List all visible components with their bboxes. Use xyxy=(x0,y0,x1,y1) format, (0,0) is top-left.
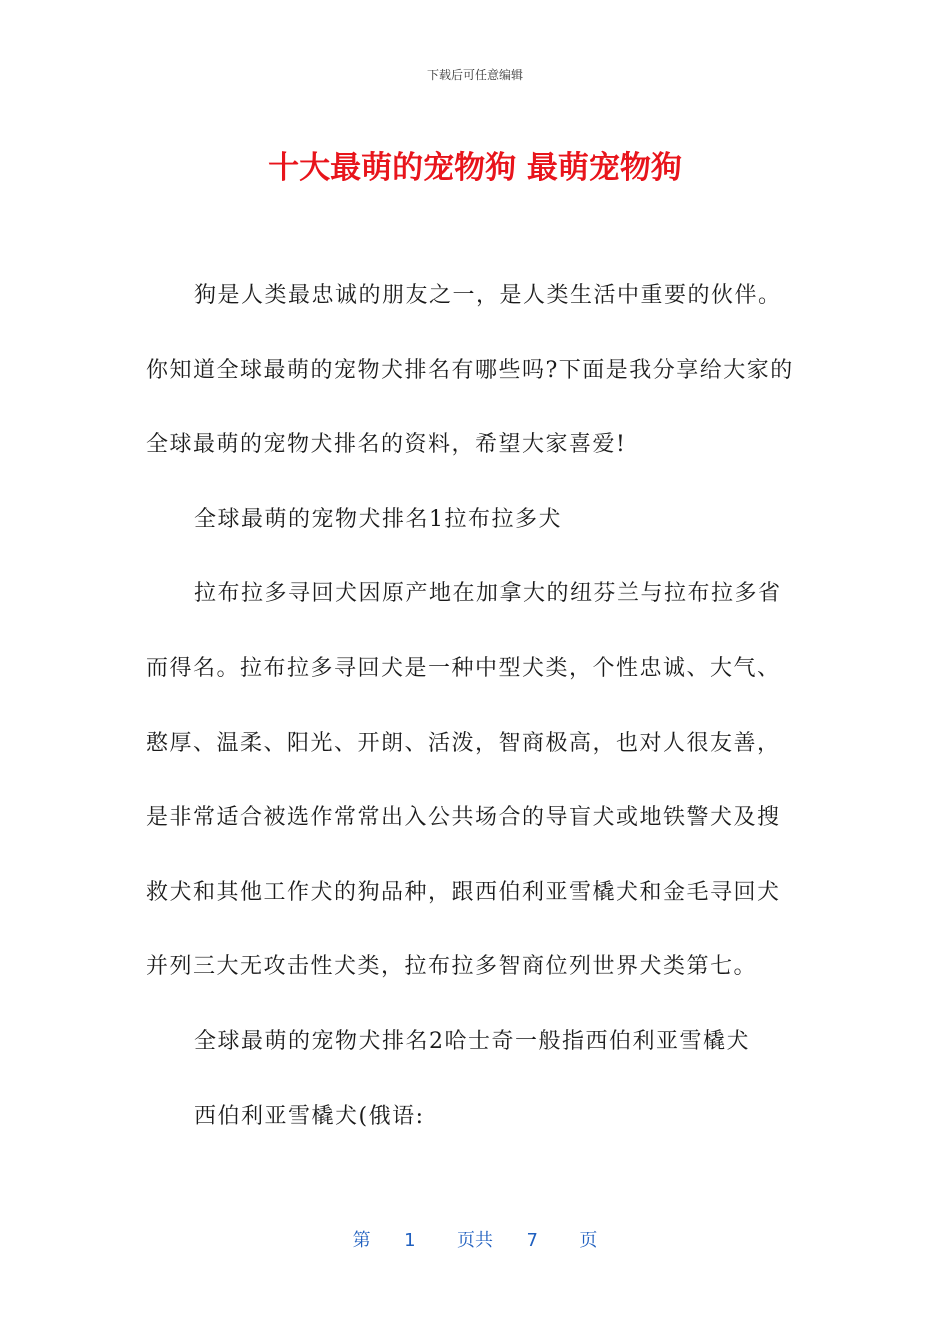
footer-middle: 页共 xyxy=(457,1230,493,1251)
body-line: 全球最萌的宠物犬排名的资料，希望大家喜爱! xyxy=(146,432,627,458)
body-line: 救犬和其他工作犬的狗品种，跟西伯利亚雪橇犬和金毛寻回犬 xyxy=(146,879,781,905)
footer-prefix: 第 xyxy=(352,1230,371,1251)
document-title: 十大最萌的宠物狗 最萌宠物狗 xyxy=(268,150,682,186)
header-note: 下载后可任意编辑 xyxy=(426,68,523,82)
footer-page-number: 1 xyxy=(404,1230,416,1251)
body-line: 并列三大无攻击性犬类，拉布拉多智商位列世界犬类第七。 xyxy=(146,954,758,980)
body-line: 狗是人类最忠诚的朋友之一，是人类生活中重要的伙伴。 xyxy=(194,283,782,308)
body-line: 而得名。拉布拉多寻回犬是一种中型犬类，个性忠诚、大气、 xyxy=(146,655,781,681)
document-body xyxy=(146,276,806,1171)
body-line: 憨厚、温柔、阳光、开朗、活泼，智商极高，也对人很友善， xyxy=(146,730,781,756)
footer-total-pages: 7 xyxy=(526,1230,538,1251)
body-line: 全球最萌的宠物犬排名2哈士奇一般指西伯利亚雪橇犬 xyxy=(194,1028,750,1054)
body-line: 拉布拉多寻回犬因原产地在加拿大的纽芬兰与拉布拉多省 xyxy=(194,581,782,607)
body-line: 西伯利亚雪橇犬(俄语: xyxy=(194,1103,425,1129)
page-footer xyxy=(0,1226,950,1252)
body-line: 你知道全球最萌的宠物犬排名有哪些吗?下面是我分享给大家的 xyxy=(146,357,794,383)
body-line: 全球最萌的宠物犬排名1拉布拉多犬 xyxy=(194,506,562,532)
footer-suffix: 页 xyxy=(579,1230,598,1251)
body-line: 是非常适合被选作常常出入公共场合的导盲犬或地铁警犬及搜 xyxy=(146,805,781,831)
